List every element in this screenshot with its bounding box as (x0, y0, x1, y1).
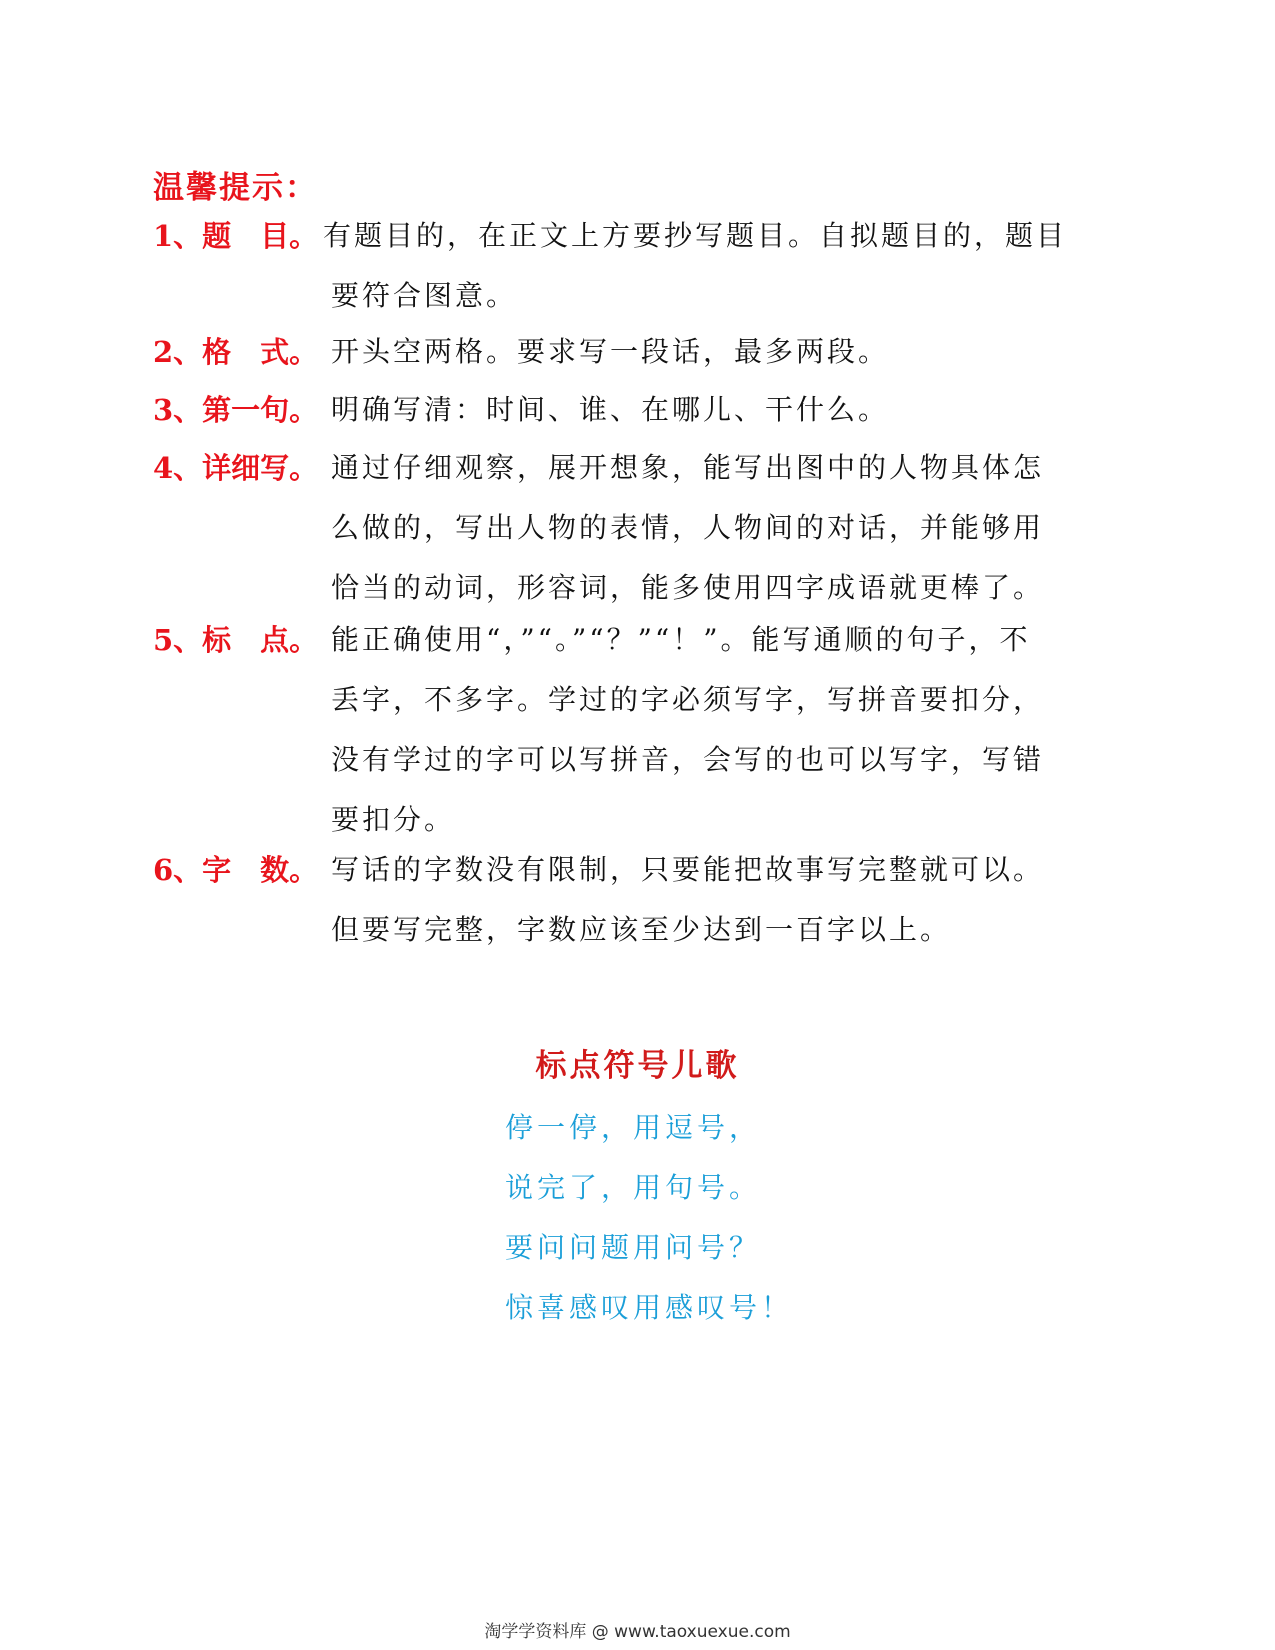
tip-line: 没有学过的字可以写拼音，会写的也可以写字，写错 (331, 743, 1045, 776)
footer-watermark: 淘学学资料库 @ www.taoxuexue.com (484, 1622, 791, 1642)
song-line: 停一停，用逗号， (505, 1111, 762, 1144)
tip-body (331, 610, 1091, 850)
song-line: 要问问题用问号？ (505, 1231, 762, 1264)
tip-line: 恰当的动词，形容词，能多使用四字成语就更棒了。 (331, 571, 1045, 604)
tip-line: 么做的，写出人物的表情，人物间的对话，并能够用 (331, 511, 1045, 544)
tip-body (331, 438, 1091, 618)
tip-line: 开头空两格。要求写一段话，最多两段。 (331, 335, 890, 368)
tip-body (323, 206, 1091, 326)
tip-body (331, 322, 1091, 382)
tip-line: 要符合图意。 (331, 279, 518, 312)
tip-label: 5、标 点。 (153, 623, 319, 657)
tip-body (331, 840, 1091, 960)
tip-label: 1、题 目。 (153, 219, 319, 253)
tip-label: 4、详细写。 (153, 451, 319, 485)
tip-line: 能正确使用“，”“。”“？”“！”。能写通顺的句子，不 (331, 623, 1031, 656)
tip-label: 2、格 式。 (153, 335, 319, 369)
tip-line: 丢字，不多字。学过的字必须写字，写拼音要扣分， (331, 683, 1045, 716)
song-lyrics (505, 1098, 905, 1338)
song-line: 惊喜感叹用感叹号！ (505, 1291, 794, 1324)
song-line: 说完了，用句号。 (505, 1171, 762, 1204)
tip-line: 有题目的，在正文上方要抄写题目。自拟题目的，题目 (323, 219, 1068, 252)
tip-label: 3、第一句。 (153, 393, 319, 427)
tip-line: 通过仔细观察，展开想象，能写出图中的人物具体怎 (331, 451, 1045, 484)
tips-heading: 温馨提示： (153, 170, 318, 206)
tip-line: 写话的字数没有限制，只要能把故事写完整就可以。 (331, 853, 1045, 886)
tip-line: 但要写完整，字数应该至少达到一百字以上。 (331, 913, 952, 946)
tip-line: 要扣分。 (331, 803, 456, 836)
song-title: 标点符号儿歌 (535, 1048, 740, 1084)
tip-line: 明确写清：时间、谁、在哪儿、干什么。 (331, 393, 890, 426)
tip-label: 6、字 数。 (153, 853, 319, 887)
tip-body (331, 380, 1091, 440)
